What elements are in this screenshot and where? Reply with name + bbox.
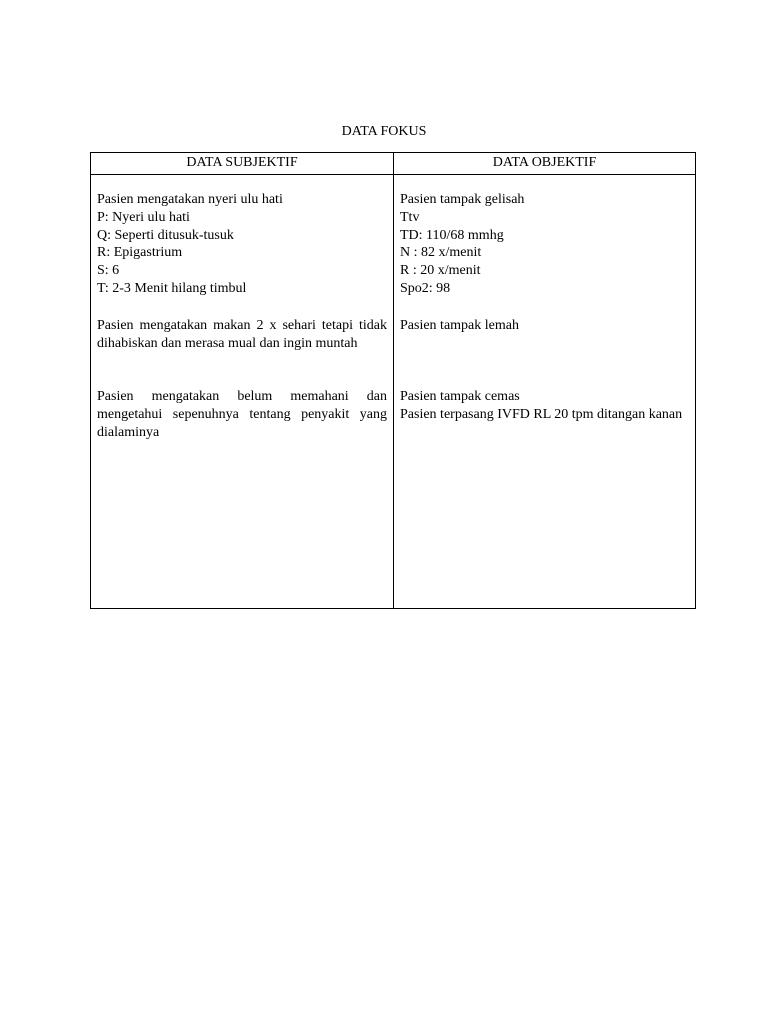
- subjective-line: R: Epigastrium: [97, 245, 183, 261]
- objective-block-3: [400, 388, 689, 424]
- subjective-block-2: [97, 317, 387, 353]
- objective-line: Pasien tampak lemah: [400, 318, 519, 333]
- objective-line: Ttv: [400, 209, 420, 225]
- objective-line: Pasien tampak gelisah: [400, 192, 525, 207]
- objective-line: Pasien tampak cemas: [400, 389, 520, 404]
- subjective-line: T: 2-3 Menit hilang timbul: [97, 280, 247, 296]
- subjective-line: Q: Seperti ditusuk-tusuk: [97, 227, 234, 243]
- data-focus-table: [90, 152, 696, 609]
- header-objective: DATA OBJEKTIF: [492, 155, 597, 170]
- subjective-line: S: 6: [97, 263, 120, 279]
- objective-line: TD: 110/68 mmhg: [400, 227, 504, 243]
- column-divider: [393, 153, 394, 608]
- subjective-line: P: Nyeri ulu hati: [97, 209, 190, 225]
- objective-line: Spo2: 98: [400, 280, 451, 296]
- objective-paragraph: Pasien terpasang IVFD RL 20 tpm ditangan kanan: [400, 406, 683, 422]
- objective-block-1: [400, 191, 689, 298]
- document-title: DATA FOKUS: [341, 124, 427, 139]
- objective-block-2: [400, 317, 689, 335]
- objective-line: R : 20 x/menit: [400, 263, 481, 279]
- header-divider: [91, 174, 695, 175]
- subjective-block-3: [97, 388, 387, 441]
- subjective-block-1: [97, 191, 387, 298]
- subjective-paragraph: Pasien mengatakan makan 2 x sehari tetapi tidak dihabiskan dan merasa mual dan ingin muntah: [97, 318, 387, 351]
- subjective-line: Pasien mengatakan nyeri ulu hati: [97, 192, 283, 207]
- objective-line: N : 82 x/menit: [400, 245, 482, 261]
- subjective-paragraph: Pasien mengatakan belum memahani dan mengetahui sepenuhnya tentang penyakit yang dialaminya: [97, 389, 387, 440]
- header-subjective: DATA SUBJEKTIF: [186, 155, 298, 170]
